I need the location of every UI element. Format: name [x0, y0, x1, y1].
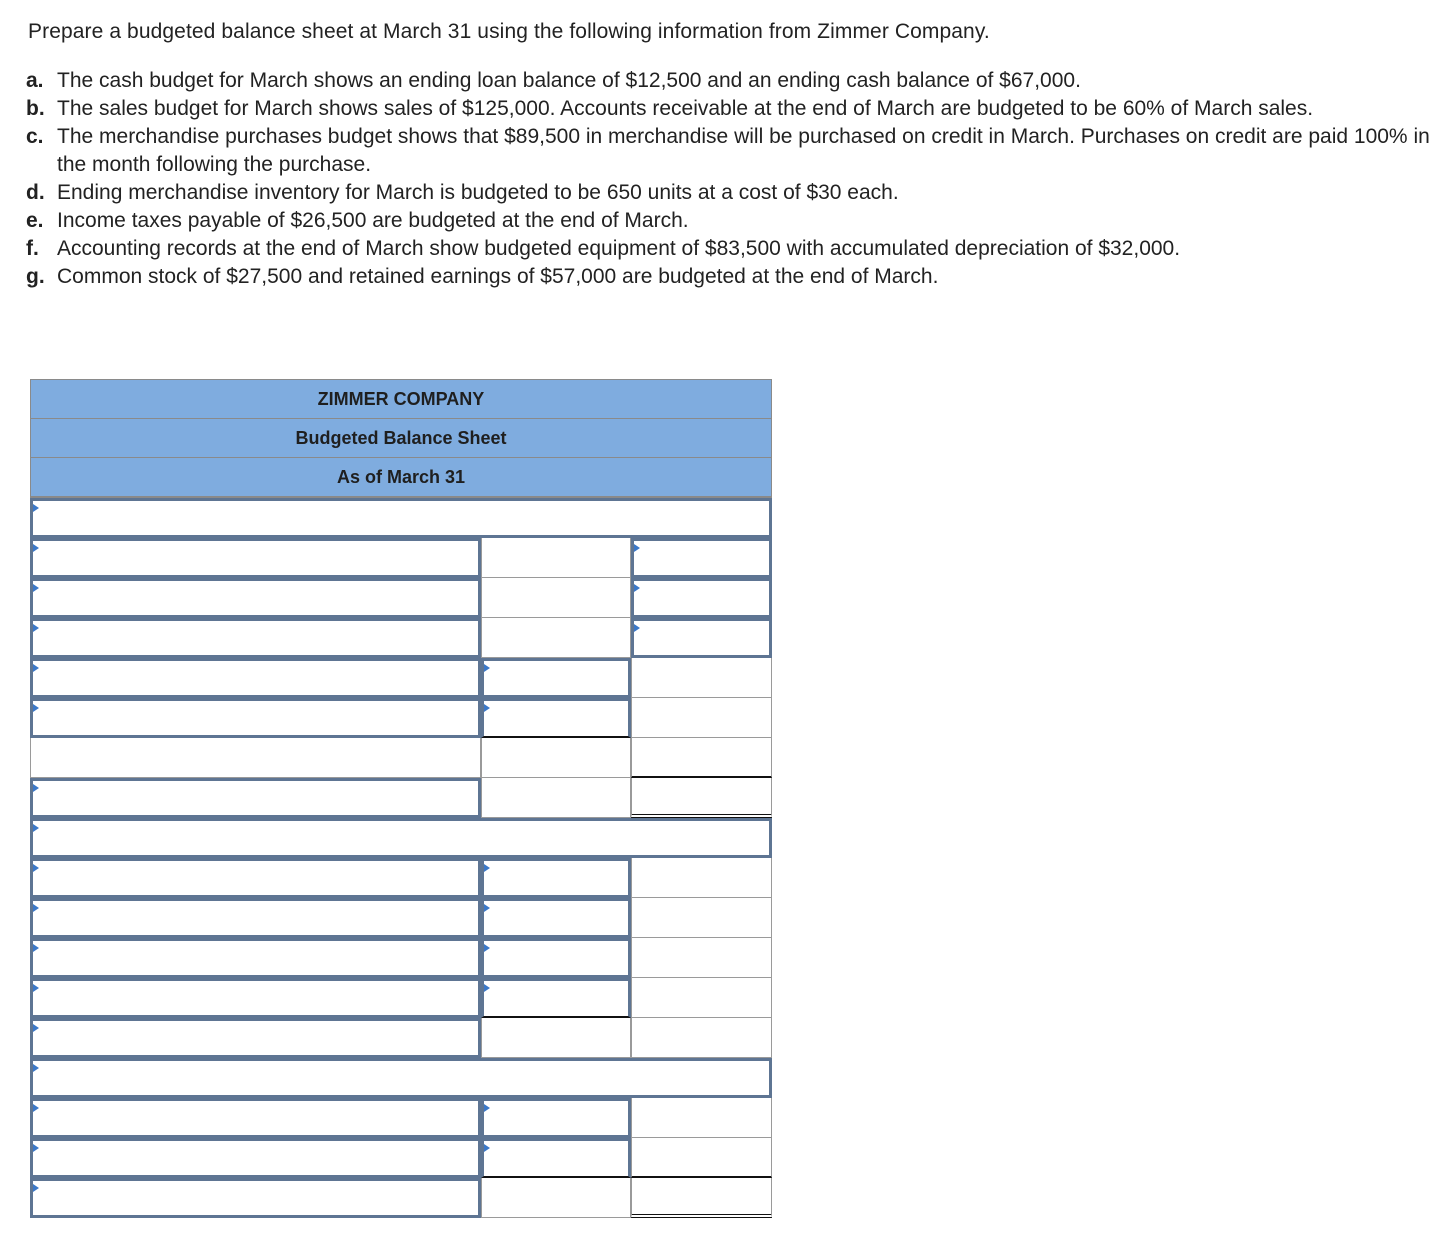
table-row: [30, 1058, 772, 1098]
requirement-text: Income taxes payable of $26,500 are budgeted at the end of March.: [57, 209, 689, 232]
amount-cell: [481, 1178, 631, 1218]
account-label-input[interactable]: [30, 1098, 481, 1138]
table-row: [30, 658, 772, 698]
table-row: [30, 738, 772, 778]
table-row: [30, 938, 772, 978]
grand-total-cell: [631, 1178, 772, 1218]
balance-sheet-table: [30, 379, 772, 1218]
requirement-letter: f.: [26, 237, 39, 260]
account-label-input[interactable]: [30, 858, 481, 898]
amount-input[interactable]: [481, 858, 631, 898]
amount-input[interactable]: [481, 658, 631, 698]
table-row: [30, 1178, 772, 1218]
account-label-input[interactable]: [30, 898, 481, 938]
table-row: [30, 618, 772, 658]
requirement-letter: c.: [26, 125, 44, 148]
table-row: [30, 698, 772, 738]
requirement-f: [26, 235, 1438, 263]
requirement-text: Ending merchandise inventory for March is budgeted to be 650 units at a cost of $30 each.: [57, 181, 899, 204]
total-label-input[interactable]: [30, 1178, 481, 1218]
table-row: [30, 498, 772, 538]
balance-sheet-grid: [30, 498, 772, 1218]
requirement-b: [26, 95, 1438, 123]
total-amount-input[interactable]: [631, 618, 772, 658]
statement-title-header: Budgeted Balance Sheet: [30, 418, 772, 457]
amount-cell: [481, 778, 631, 818]
amount-cell: [481, 618, 631, 658]
section-heading-input[interactable]: [30, 498, 772, 538]
table-row: [30, 898, 772, 938]
total-cell: [631, 1098, 772, 1138]
requirement-letter: e.: [26, 209, 44, 232]
table-row: [30, 1138, 772, 1178]
amount-cell: [481, 738, 631, 778]
requirement-text: The cash budget for March shows an ending loan balance of $12,500 and an ending cash balance of $67,000.: [57, 69, 1081, 92]
amount-input[interactable]: [481, 898, 631, 938]
account-label-input[interactable]: [30, 658, 481, 698]
account-label-input[interactable]: [30, 698, 481, 738]
requirement-letter: a.: [26, 69, 44, 92]
table-row: [30, 578, 772, 618]
table-row: [30, 538, 772, 578]
table-row: [30, 1018, 772, 1058]
requirement-d: [26, 179, 1438, 207]
amount-input[interactable]: [481, 698, 631, 738]
account-label-input[interactable]: [30, 578, 481, 618]
table-row: [30, 978, 772, 1018]
amount-cell: [481, 538, 631, 578]
total-cell: [631, 858, 772, 898]
total-cell: [631, 698, 772, 738]
total-cell: [631, 978, 772, 1018]
table-row: [30, 778, 772, 818]
total-cell: [631, 1018, 772, 1058]
statement-date-header: As of March 31: [30, 457, 772, 498]
requirement-letter: g.: [26, 265, 45, 288]
requirement-text: The merchandise purchases budget shows that $89,500 in merchandise will be purchased on credit in March. Purchases on credit are paid 100% in the month following the purchase.: [57, 125, 1430, 176]
requirement-text: The sales budget for March shows sales of $125,000. Accounts receivable at the end of March are budgeted to be 60% of March sales.: [57, 97, 1314, 120]
requirement-g: [26, 263, 1438, 291]
total-label-input[interactable]: [30, 1018, 481, 1058]
label-cell: [30, 738, 481, 778]
account-label-input[interactable]: [30, 538, 481, 578]
requirement-e: [26, 207, 1438, 235]
instructions: Prepare a budgeted balance sheet at March 31 using the following information from Zimmer Company.: [28, 20, 990, 43]
total-cell: [631, 898, 772, 938]
account-label-input[interactable]: [30, 938, 481, 978]
total-cell: [631, 1138, 772, 1178]
requirement-letter: d.: [26, 181, 45, 204]
section-heading-input[interactable]: [30, 1058, 772, 1098]
amount-input[interactable]: [481, 1098, 631, 1138]
requirement-letter: b.: [26, 97, 45, 120]
company-name-header: ZIMMER COMPANY: [30, 379, 772, 418]
table-row: [30, 858, 772, 898]
account-label-input[interactable]: [30, 1138, 481, 1178]
account-label-input[interactable]: [30, 978, 481, 1018]
total-cell: [631, 658, 772, 698]
requirement-text: Common stock of $27,500 and retained earnings of $57,000 are budgeted at the end of March.: [57, 265, 939, 288]
grand-total-cell: [631, 778, 772, 818]
total-cell: [631, 938, 772, 978]
requirements-list: [26, 67, 1438, 291]
requirement-c: [26, 123, 1438, 179]
section-heading-input[interactable]: [30, 818, 772, 858]
amount-cell: [481, 578, 631, 618]
amount-cell: [481, 1018, 631, 1058]
requirement-text: Accounting records at the end of March show budgeted equipment of $83,500 with accumulated depreciation of $32,000.: [57, 237, 1181, 260]
total-amount-input[interactable]: [631, 578, 772, 618]
total-cell: [631, 738, 772, 778]
table-row: [30, 818, 772, 858]
total-amount-input[interactable]: [631, 538, 772, 578]
total-label-input[interactable]: [30, 778, 481, 818]
amount-input[interactable]: [481, 938, 631, 978]
requirement-a: [26, 67, 1438, 95]
account-label-input[interactable]: [30, 618, 481, 658]
amount-input[interactable]: [481, 1138, 631, 1178]
amount-input[interactable]: [481, 978, 631, 1018]
table-row: [30, 1098, 772, 1138]
